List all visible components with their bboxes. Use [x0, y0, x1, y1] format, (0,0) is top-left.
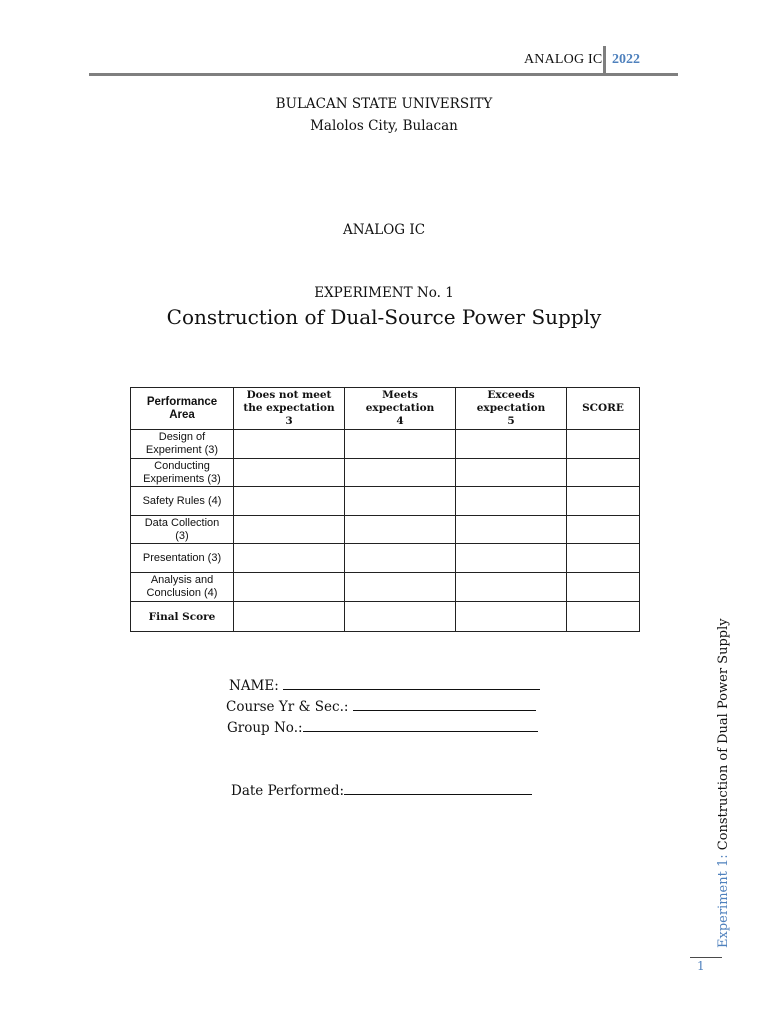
- header-separator: [603, 46, 606, 74]
- score-cell[interactable]: [345, 430, 456, 459]
- final-score-row: [131, 602, 640, 632]
- course-label: Course Yr & Sec.:: [226, 699, 353, 715]
- table-row: [131, 430, 640, 459]
- header-exceeds: Exceeds expectation 5: [456, 388, 567, 430]
- university-name: BULACAN STATE UNIVERSITY: [275, 96, 493, 112]
- score-cell[interactable]: [567, 430, 640, 459]
- header-score: SCORE: [567, 388, 640, 430]
- score-cell[interactable]: [567, 602, 640, 632]
- area-cell: Analysis and Conclusion (4): [131, 573, 234, 602]
- side-experiment-label: Experiment 1:: [716, 854, 731, 948]
- table-row: [131, 487, 640, 516]
- course-title: ANALOG IC: [342, 222, 426, 238]
- score-cell[interactable]: [234, 544, 345, 573]
- group-field: [227, 720, 538, 736]
- side-experiment-title: Construction of Dual Power Supply: [716, 618, 731, 855]
- score-cell[interactable]: [345, 573, 456, 602]
- area-cell: Data Collection (3): [131, 516, 234, 544]
- name-field: [229, 678, 540, 694]
- score-cell[interactable]: [234, 573, 345, 602]
- name-blank[interactable]: [283, 688, 540, 690]
- area-cell: Conducting Experiments (3): [131, 459, 234, 487]
- header-year: 2022: [612, 52, 640, 67]
- rubric-table: [130, 387, 640, 632]
- course-blank[interactable]: [353, 709, 536, 711]
- header-meets: Meets expectation 4: [345, 388, 456, 430]
- header-does-not-meet: Does not meet the expectation 3: [234, 388, 345, 430]
- score-cell[interactable]: [456, 516, 567, 544]
- final-score-label: Final Score: [131, 602, 234, 632]
- score-cell[interactable]: [345, 487, 456, 516]
- score-cell[interactable]: [234, 487, 345, 516]
- score-cell[interactable]: [456, 487, 567, 516]
- table-row: [131, 516, 640, 544]
- course-field: [226, 699, 536, 715]
- area-cell: Safety Rules (4): [131, 487, 234, 516]
- university-city: Malolos City, Bulacan: [310, 118, 458, 134]
- score-cell[interactable]: [345, 516, 456, 544]
- name-label: NAME:: [229, 678, 284, 694]
- score-cell[interactable]: [345, 459, 456, 487]
- score-cell[interactable]: [234, 516, 345, 544]
- score-cell[interactable]: [345, 602, 456, 632]
- score-cell[interactable]: [567, 544, 640, 573]
- score-cell[interactable]: [345, 544, 456, 573]
- table-row: [131, 459, 640, 487]
- page-number: 1: [697, 959, 705, 973]
- date-blank[interactable]: [344, 793, 532, 795]
- score-cell[interactable]: [456, 602, 567, 632]
- score-cell[interactable]: [567, 516, 640, 544]
- score-cell[interactable]: [567, 487, 640, 516]
- side-footer: [716, 618, 731, 948]
- experiment-title: Construction of Dual-Source Power Supply: [166, 305, 602, 329]
- score-cell[interactable]: [234, 602, 345, 632]
- score-cell[interactable]: [456, 573, 567, 602]
- area-cell: Presentation (3): [131, 544, 234, 573]
- experiment-number: EXPERIMENT No. 1: [314, 285, 454, 301]
- group-label: Group No.:: [227, 720, 303, 736]
- score-cell[interactable]: [234, 459, 345, 487]
- group-blank[interactable]: [303, 730, 538, 732]
- score-cell[interactable]: [456, 459, 567, 487]
- score-cell[interactable]: [456, 544, 567, 573]
- area-cell: Design of Experiment (3): [131, 430, 234, 459]
- header-rule: [89, 73, 678, 76]
- score-cell[interactable]: [567, 573, 640, 602]
- header-performance-area: Performance Area: [131, 388, 234, 430]
- score-cell[interactable]: [456, 430, 567, 459]
- footer-rule: [690, 957, 722, 958]
- header-title: ANALOG IC: [524, 52, 603, 67]
- date-label: Date Performed:: [231, 783, 345, 799]
- score-cell[interactable]: [234, 430, 345, 459]
- score-cell[interactable]: [567, 459, 640, 487]
- table-row: [131, 573, 640, 602]
- table-row: [131, 544, 640, 573]
- date-field: [231, 783, 532, 799]
- rubric-header-row: [131, 388, 640, 430]
